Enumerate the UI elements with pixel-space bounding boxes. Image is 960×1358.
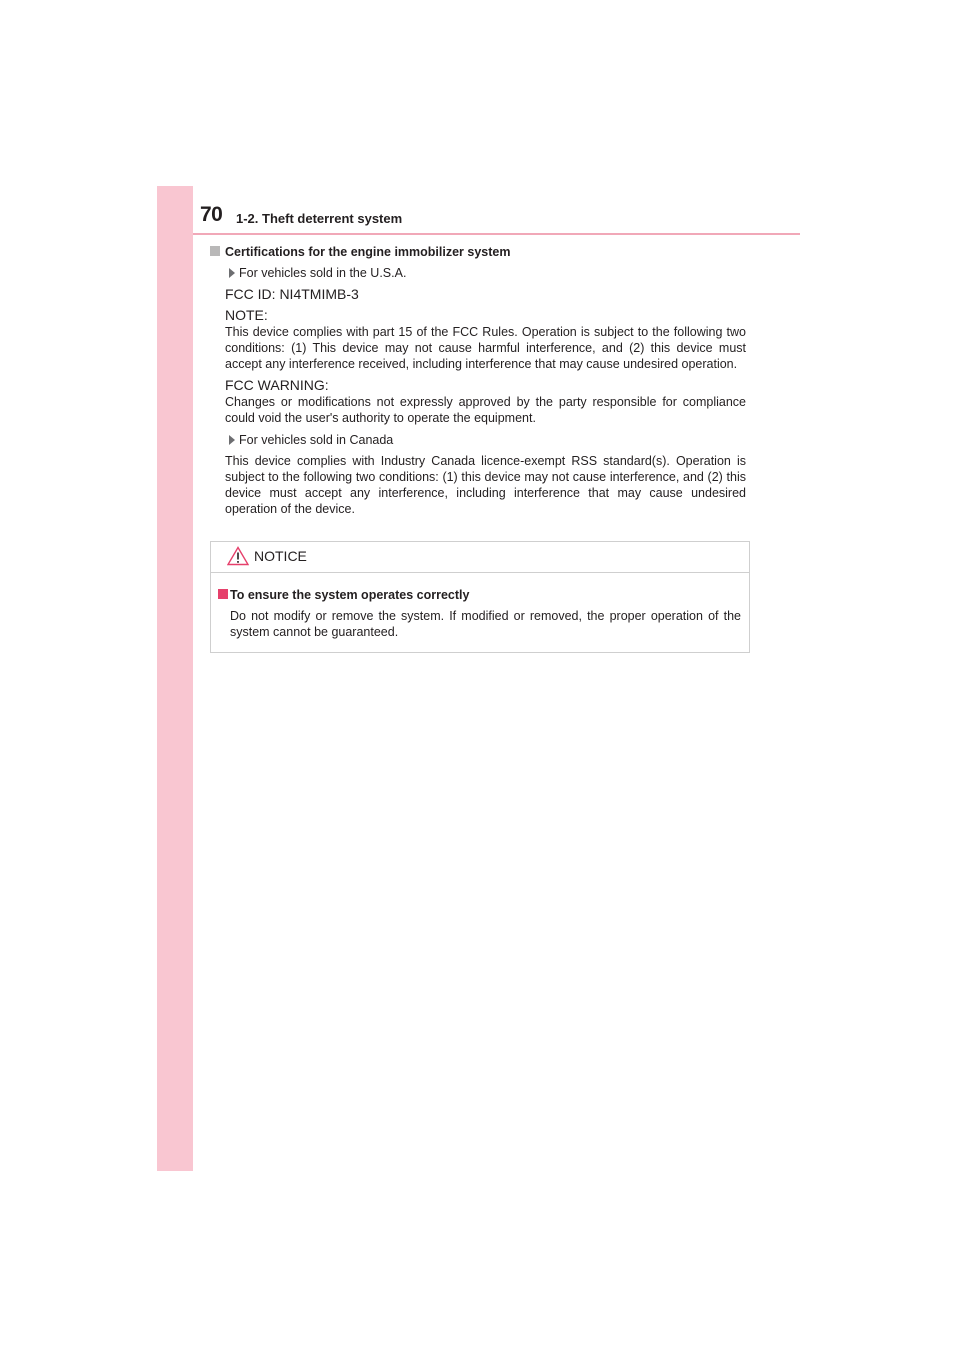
fcc-note-label: NOTE: xyxy=(225,307,268,323)
canada-subhead-text: For vehicles sold in Canada xyxy=(239,433,394,447)
certifications-heading-text: Certifications for the engine immobilizer system xyxy=(225,245,511,259)
square-bullet-icon xyxy=(210,246,220,256)
certifications-heading xyxy=(225,244,746,260)
usa-subhead-text: For vehicles sold in the U.S.A. xyxy=(239,266,407,280)
fcc-warning-label: FCC WARNING: xyxy=(225,377,329,393)
fcc-id: FCC ID: NI4TMIMB-3 xyxy=(225,286,359,302)
fcc-warning xyxy=(225,376,746,426)
warning-triangle-icon xyxy=(227,546,249,566)
notice-header xyxy=(211,542,749,573)
notice-body xyxy=(230,587,741,640)
header-rule xyxy=(193,233,800,235)
canada-text: This device complies with Industry Canada licence-exempt RSS standard(s). Operation is subject to the following two conditions: (1) this device may not cause interference, and (2) this device must accept any interference, including interference that may cause undesired operation of the device. xyxy=(225,454,746,516)
square-bullet-icon xyxy=(218,589,228,599)
certifications-section xyxy=(225,244,746,521)
notice-item-text: Do not modify or remove the system. If modified or removed, the proper operation of the system cannot be guaranteed. xyxy=(230,609,741,639)
canada-subhead xyxy=(225,432,746,448)
notice-item-heading xyxy=(230,587,741,603)
side-color-strip xyxy=(157,186,193,1171)
triangle-pointer-icon xyxy=(229,268,235,278)
page-number: 70 xyxy=(200,203,223,226)
notice-item-heading-text: To ensure the system operates correctly xyxy=(230,588,470,602)
notice-title: NOTICE xyxy=(254,548,307,564)
fcc-note xyxy=(225,306,746,372)
notice-box xyxy=(210,541,750,653)
usa-subhead xyxy=(225,265,746,281)
triangle-pointer-icon xyxy=(229,435,235,445)
section-title: 1-2. Theft deterrent system xyxy=(236,211,403,226)
fcc-warning-text: Changes or modifications not expressly approved by the party responsible for compliance could void the user's authority to operate the equipment. xyxy=(225,395,746,425)
fcc-note-text: This device complies with part 15 of the FCC Rules. Operation is subject to the following two conditions: (1) This device may not cause harmful interference, and (2) this device must accept any interference received, including interference that may cause undesired operation. xyxy=(225,325,746,371)
